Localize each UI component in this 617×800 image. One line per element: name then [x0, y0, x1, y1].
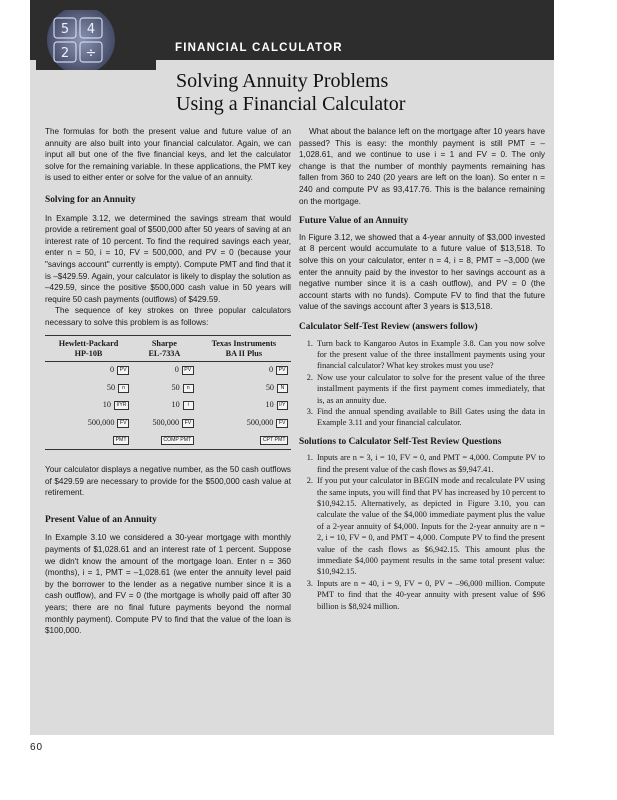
- table-cell: [197, 379, 291, 397]
- table-column-header: [132, 335, 197, 361]
- cell-value: 0: [174, 365, 179, 375]
- table-header-line: Texas Instruments: [211, 338, 277, 348]
- page-number: 60: [30, 742, 44, 753]
- heading-solving-annuity: Solving for an Annuity: [45, 194, 136, 205]
- self-test-item: 1. Turn back to Kangaroo Autos in Example 3.8. Can you now solve for the present value of the three installment payments using your financial calculator? What key strokes must you use?: [315, 338, 545, 372]
- table-cell: [132, 414, 197, 432]
- future-value-paragraph: In Figure 3.12, we showed that a 4-year annuity of $3,000 invested at 8 percent would accumulate to a future value of $13,518. To solve this on your calculator, enter n = 4, i = 8, PMT = –3,000 (we enter the annuity paid by the investor to her savings account as a negative number since it is a cash outflow), and PV = 0 (the account starts with no funds). Compute FV to find that the future value of the savings account after 3 years is $13,518.: [299, 232, 545, 312]
- table-header-line: Hewlett-Packard: [58, 338, 119, 348]
- title-line-2: Using a Financial Calculator: [176, 93, 406, 115]
- right-column: [299, 126, 545, 612]
- solution-item: 1. Inputs are n = 3, i = 10, FV = 0, and PMT = 4,000. Compute PV to find the present value of the cash flows as $9,947.41.: [315, 452, 545, 475]
- section-label: FINANCIAL CALCULATOR: [175, 42, 343, 54]
- calculator-key: CPT PMT: [260, 436, 288, 445]
- svg-text:5: 5: [60, 22, 70, 37]
- calculator-key: I/YR: [114, 401, 129, 410]
- cell-value: 50: [171, 382, 180, 392]
- calculator-key: FV: [276, 419, 288, 428]
- table-cell: [45, 397, 132, 415]
- table-column-header: [197, 335, 291, 361]
- solving-paragraph: In Example 3.12, we determined the savings stream that would provide a retirement goal of $500,000 after 50 years of saving at an interest rate of 10 percent. To find the required savings each year, enter n = 50, i = 10, FV = 500,000, and PV = 0 (because your "savings account" currently is empty). Compute PMT and find that it is –$429.59. Again, your calculator is likely to display the solution as –429.59, since the positive $500,000 cash value in 50 years will require 50 cash payments (outflows) of $429.59.: [45, 213, 291, 304]
- cell-value: 0: [268, 365, 274, 375]
- calculator-key: PV: [276, 366, 288, 375]
- display-paragraph: Your calculator displays a negative number, as the 50 cash outflows of $429.59 are necessary to provide for the $500,000 cash value at retirement.: [45, 465, 291, 498]
- cell-value: 50: [106, 382, 116, 392]
- calculator-key: PMT: [113, 436, 129, 445]
- table-cell: [45, 361, 132, 379]
- svg-text:4: 4: [86, 22, 96, 37]
- svg-text:÷: ÷: [85, 46, 97, 61]
- table-header-line: EL-733A: [148, 348, 181, 358]
- table-cell: [197, 397, 291, 415]
- table-column-header: [45, 335, 132, 361]
- calculator-key: FV: [117, 419, 129, 428]
- cell-value: 500,000: [246, 417, 274, 427]
- page-title: [176, 70, 405, 116]
- table-cell: [197, 432, 291, 450]
- table-row: [45, 414, 291, 432]
- table-header-line: HP-10B: [74, 348, 103, 358]
- table-row: [45, 361, 291, 379]
- calculator-key: n: [118, 384, 129, 393]
- table-cell: [197, 414, 291, 432]
- cell-value: 500,000: [152, 417, 180, 427]
- heading-self-test: Calculator Self-Test Review (answers follow): [299, 321, 478, 332]
- calculator-key: PV: [117, 366, 129, 375]
- cell-value: 0: [110, 365, 115, 375]
- heading-solutions: Solutions to Calculator Self-Test Review Questions: [299, 436, 502, 447]
- table-header-line: Sharpe: [151, 338, 177, 348]
- table-row: [45, 432, 291, 450]
- cell-value: 10: [171, 400, 180, 410]
- table-cell: [197, 361, 291, 379]
- calculator-key: COMP PMT: [161, 436, 194, 445]
- calculator-key: FV: [182, 419, 194, 428]
- calculator-key: i: [183, 401, 194, 410]
- present-value-paragraph: In Example 3.10 we considered a 30-year mortgage with monthly payments of $1,028.61 and an interest rate of 1 percent. Suppose we didn't know the amount of the mortgage loan. Enter n = 360 (months), i = 1, PMT = –1,028.61 (we enter the annuity level paid by the borrower to the lender as a negative number since it is a cash outflow), and FV = 0 (the mortgage is wholly paid off after 30 years; there are no final future payments beyond the normal monthly payment). Compute PV to find that the value of the loan is $100,000.: [45, 533, 291, 636]
- table-header-line: BA II Plus: [225, 348, 263, 358]
- title-line-1: Solving Annuity Problems: [176, 70, 389, 92]
- self-test-list: [299, 338, 545, 429]
- svg-text:2: 2: [60, 46, 70, 61]
- table-cell: [132, 379, 197, 397]
- table-cell: [45, 414, 132, 432]
- table-cell: [45, 379, 132, 397]
- table-cell: [132, 397, 197, 415]
- cell-value: 500,000: [87, 417, 115, 427]
- cell-value: 10: [102, 400, 111, 410]
- table-cell: [45, 432, 132, 450]
- self-test-item: 2. Now use your calculator to solve for the present value of the three installment payments if the first payment comes immediately, that is, as an annuity due.: [315, 372, 545, 406]
- calculator-keys-logo: [36, 10, 156, 70]
- solution-item: 2. If you put your calculator in BEGIN mode and recalculate PV using the same inputs, you will find that PV has increased by 10 percent to $10,942.15. Alternatively, as depicted in Figure 3.10, you can calculate the value of the $4,000 immediate payment plus the value of a 2-year annuity of $4,000. Inputs for the 2-year annuity are n = 2, i = 10, FV = 0, and PMT = 4,000. Compute PV to find the present value of the cash flows as $6,942.15. This amount plus the immediate $4,000 payment results in the same total present value: $10,942.15.: [315, 475, 545, 578]
- balance-paragraph: What about the balance left on the mortgage after 10 years have passed? This is easy: the monthly payment is still PMT = –1,028.61, and we continue to use i = 1 and FV = 0. The only change is that the number of monthly payments remaining has fallen from 360 to 240 (20 years are left on the loan). So enter n = 240 and compute PV as 93,417.76. This is the balance remaining on the mortgage.: [299, 127, 545, 206]
- calculator-key: N: [277, 384, 288, 393]
- calculator-key: n: [183, 384, 194, 393]
- sequence-paragraph: The sequence of key strokes on three popular calculators necessary to solve this problem is as follows:: [45, 306, 291, 327]
- left-column: [45, 126, 291, 637]
- solutions-list: [299, 452, 545, 612]
- table-row: [45, 397, 291, 415]
- table-cell: [132, 361, 197, 379]
- intro-paragraph: The formulas for both the present value and future value of an annuity are also built into your financial calculator. Again, we can input all but one of the five financial keys, and let the calculator solve for the remaining variable. In these applications, the PMT key is used to either enter or solve for the value of an annuity.: [45, 127, 291, 183]
- keystroke-table: [45, 335, 291, 451]
- heading-future-value: Future Value of an Annuity: [299, 216, 409, 227]
- solution-item: 3. Inputs are n = 40, i = 9, FV = 0, PV = –96,000 million. Compute PMT to find that the 40-year annuity with present value of $96 billion is $8,924 million.: [315, 578, 545, 612]
- calculator-key: PV: [182, 366, 194, 375]
- table-row: [45, 379, 291, 397]
- calculator-key: I/Y: [277, 401, 288, 410]
- heading-present-value: Present Value of an Annuity: [45, 514, 157, 525]
- table-cell: [132, 432, 197, 450]
- cell-value: 10: [265, 400, 274, 410]
- cell-value: 50: [265, 382, 274, 392]
- self-test-item: 3. Find the annual spending available to Bill Gates using the data in Example 3.11 and your financial calculator.: [315, 406, 545, 429]
